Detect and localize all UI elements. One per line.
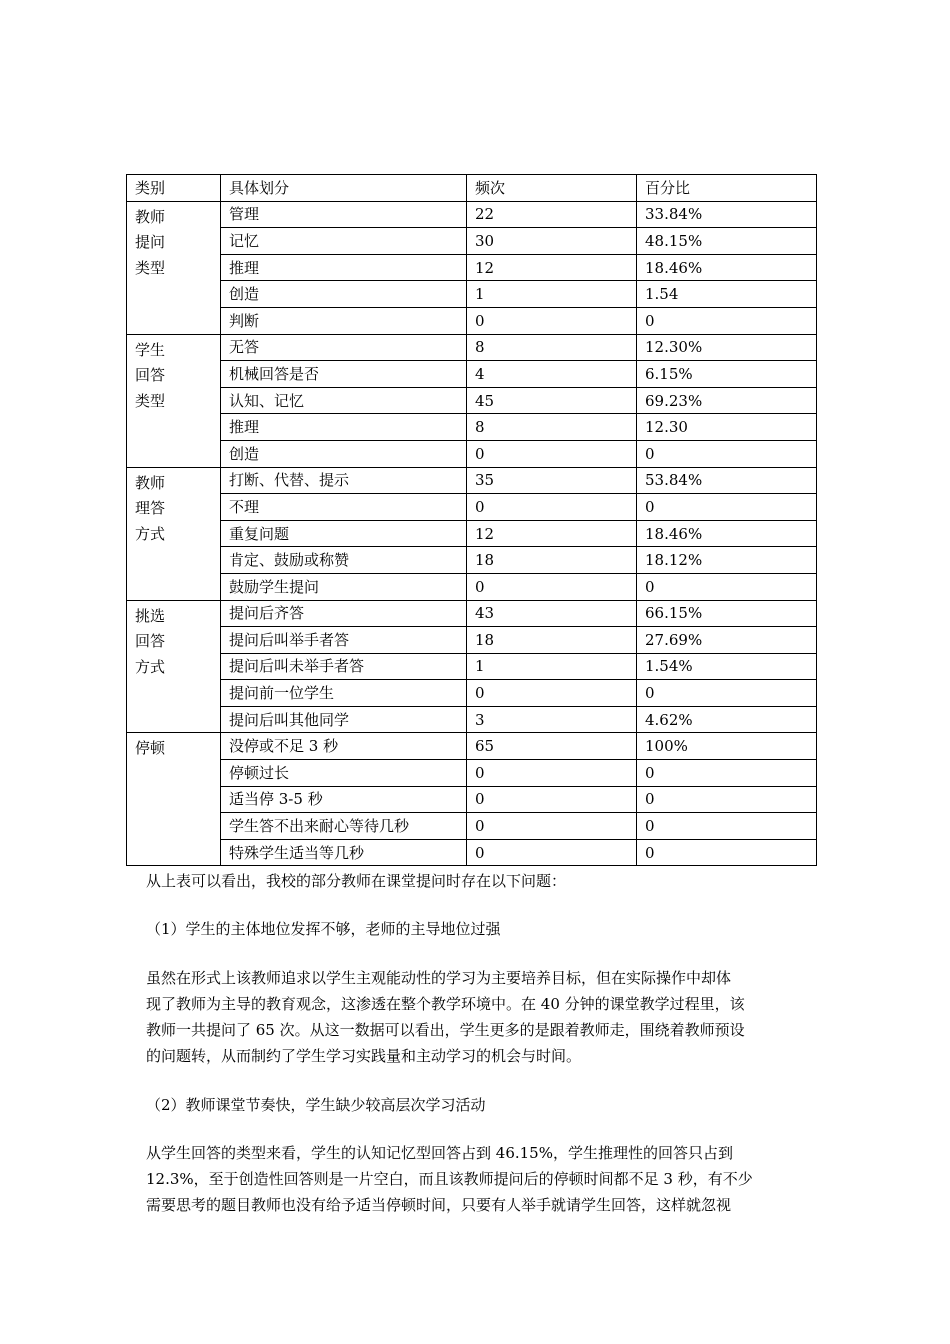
subdivision-cell: 特殊学生适当等几秒 [221, 839, 467, 866]
subdivision-cell: 推理 [221, 254, 467, 281]
frequency-cell: 22 [467, 201, 637, 228]
frequency-cell: 0 [467, 760, 637, 787]
header-subdivision: 具体划分 [221, 175, 467, 202]
category-label-line: 回答 [135, 366, 166, 385]
category-label-line: 教师 [135, 207, 166, 226]
subdivision-cell: 提问前一位学生 [221, 680, 467, 707]
table-row [127, 361, 817, 388]
percentage-cell: 12.30 [637, 414, 817, 441]
percentage-cell: 12.30% [637, 334, 817, 361]
frequency-cell: 35 [467, 467, 637, 494]
subdivision-cell: 提问后叫其他同学 [221, 706, 467, 733]
subdivision-cell: 提问后叫举手者答 [221, 627, 467, 654]
subdivision-cell: 提问后叫未举手者答 [221, 653, 467, 680]
percentage-cell: 53.84% [637, 467, 817, 494]
table-row [127, 228, 817, 255]
category-label-line: 学生 [135, 340, 166, 359]
percentage-cell: 1.54 [637, 281, 817, 308]
table-row [127, 706, 817, 733]
category-cell [127, 467, 221, 600]
subdivision-cell: 鼓励学生提问 [221, 573, 467, 600]
frequency-cell: 45 [467, 387, 637, 414]
table-row [127, 760, 817, 787]
percentage-cell: 18.46% [637, 254, 817, 281]
percentage-cell: 69.23% [637, 387, 817, 414]
frequency-cell: 18 [467, 627, 637, 654]
header-frequency: 频次 [467, 175, 637, 202]
paragraph-line: 需要思考的题目教师也没有给予适当停顿时间，只要有人举手就请学生回答，这样就忽视 [146, 1196, 732, 1214]
subdivision-cell: 机械回答是否 [221, 361, 467, 388]
percentage-cell: 100% [637, 733, 817, 760]
frequency-cell: 18 [467, 547, 637, 574]
percentage-cell: 0 [637, 760, 817, 787]
statistics-table [126, 174, 817, 866]
table-row [127, 813, 817, 840]
table-row [127, 387, 817, 414]
paragraph-line: 12.3%，至于创造性回答则是一片空白，而且该教师提问后的停顿时间都不足 3 秒，有不少 [146, 1170, 753, 1188]
percentage-cell: 18.46% [637, 520, 817, 547]
frequency-cell: 3 [467, 706, 637, 733]
table-row [127, 520, 817, 547]
table-body [127, 175, 817, 866]
frequency-cell: 0 [467, 786, 637, 813]
category-label-line: 提问 [135, 233, 166, 252]
category-label-line: 类型 [135, 258, 166, 277]
percentage-cell: 0 [637, 573, 817, 600]
percentage-cell: 0 [637, 494, 817, 521]
table-row [127, 839, 817, 866]
table-row [127, 254, 817, 281]
frequency-cell: 0 [467, 440, 637, 467]
percentage-cell: 0 [637, 680, 817, 707]
frequency-cell: 0 [467, 494, 637, 521]
table-row [127, 573, 817, 600]
table-row [127, 440, 817, 467]
category-label-line: 方式 [135, 524, 166, 543]
table-row [127, 494, 817, 521]
subdivision-cell: 无答 [221, 334, 467, 361]
frequency-cell: 0 [467, 307, 637, 334]
frequency-cell: 1 [467, 653, 637, 680]
intro-text: 从上表可以看出，我校的部分教师在课堂提问时存在以下问题： [146, 872, 567, 890]
frequency-cell: 0 [467, 680, 637, 707]
table-row [127, 281, 817, 308]
percentage-cell: 33.84% [637, 201, 817, 228]
percentage-cell: 0 [637, 839, 817, 866]
category-label-line: 方式 [135, 657, 166, 676]
category-cell [127, 733, 221, 866]
category-cell [127, 201, 221, 334]
subdivision-cell: 记忆 [221, 228, 467, 255]
subdivision-cell: 提问后齐答 [221, 600, 467, 627]
table-row [127, 786, 817, 813]
percentage-cell: 66.15% [637, 600, 817, 627]
frequency-cell: 30 [467, 228, 637, 255]
frequency-cell: 8 [467, 334, 637, 361]
frequency-cell: 4 [467, 361, 637, 388]
paragraph-1 [146, 965, 818, 1069]
table-row [127, 467, 817, 494]
table-header-row [127, 175, 817, 202]
section-heading-2: （2）教师课堂节奏快，学生缺少较高层次学习活动 [146, 1096, 486, 1114]
header-category: 类别 [127, 175, 221, 202]
table-row [127, 653, 817, 680]
subdivision-cell: 创造 [221, 281, 467, 308]
percentage-cell: 0 [637, 440, 817, 467]
header-percentage: 百分比 [637, 175, 817, 202]
frequency-cell: 0 [467, 573, 637, 600]
percentage-cell: 18.12% [637, 547, 817, 574]
subdivision-cell: 没停或不足 3 秒 [221, 733, 467, 760]
table-row [127, 600, 817, 627]
paragraph-line: 现了教师为主导的教育观念，这渗透在整个教学环境中。在 40 分钟的课堂教学过程里，该 [146, 995, 745, 1013]
category-label-line: 类型 [135, 391, 166, 410]
category-label-line: 停顿 [135, 739, 166, 758]
paragraph-2 [146, 1140, 818, 1218]
subdivision-cell: 管理 [221, 201, 467, 228]
frequency-cell: 43 [467, 600, 637, 627]
category-label-line: 回答 [135, 632, 166, 651]
percentage-cell: 48.15% [637, 228, 817, 255]
percentage-cell: 4.62% [637, 706, 817, 733]
category-label-line: 教师 [135, 473, 166, 492]
subdivision-cell: 停顿过长 [221, 760, 467, 787]
subdivision-cell: 认知、记忆 [221, 387, 467, 414]
frequency-cell: 1 [467, 281, 637, 308]
subdivision-cell: 不理 [221, 494, 467, 521]
percentage-cell: 0 [637, 813, 817, 840]
subdivision-cell: 判断 [221, 307, 467, 334]
subdivision-cell: 肯定、鼓励或称赞 [221, 547, 467, 574]
paragraph-line: 教师一共提问了 65 次。从这一数据可以看出，学生更多的是跟着教师走，围绕着教师预设 [146, 1021, 745, 1039]
section-heading-1: （1）学生的主体地位发挥不够，老师的主导地位过强 [146, 920, 501, 938]
category-cell [127, 600, 221, 733]
frequency-cell: 0 [467, 839, 637, 866]
table-row [127, 733, 817, 760]
table-row [127, 547, 817, 574]
percentage-cell: 6.15% [637, 361, 817, 388]
table-row [127, 680, 817, 707]
subdivision-cell: 创造 [221, 440, 467, 467]
table-row [127, 334, 817, 361]
subdivision-cell: 打断、代替、提示 [221, 467, 467, 494]
table-row [127, 201, 817, 228]
percentage-cell: 0 [637, 786, 817, 813]
category-label-line: 理答 [135, 499, 166, 518]
frequency-cell: 65 [467, 733, 637, 760]
subdivision-cell: 推理 [221, 414, 467, 441]
table-row [127, 307, 817, 334]
subdivision-cell: 适当停 3-5 秒 [221, 786, 467, 813]
frequency-cell: 12 [467, 254, 637, 281]
frequency-cell: 12 [467, 520, 637, 547]
category-cell [127, 334, 221, 467]
paragraph-line: 虽然在形式上该教师追求以学生主观能动性的学习为主要培养目标，但在实际操作中却体 [146, 969, 732, 987]
percentage-cell: 1.54% [637, 653, 817, 680]
percentage-cell: 0 [637, 307, 817, 334]
subdivision-cell: 学生答不出来耐心等待几秒 [221, 813, 467, 840]
table-row [127, 627, 817, 654]
frequency-cell: 0 [467, 813, 637, 840]
table-row [127, 414, 817, 441]
category-label-line: 挑选 [135, 606, 166, 625]
paragraph-line: 的问题转，从而制约了学生学习实践量和主动学习的机会与时间。 [146, 1047, 582, 1065]
paragraph-line: 从学生回答的类型来看，学生的认知记忆型回答占到 46.15%，学生推理性的回答只占到 [146, 1144, 733, 1162]
subdivision-cell: 重复问题 [221, 520, 467, 547]
frequency-cell: 8 [467, 414, 637, 441]
percentage-cell: 27.69% [637, 627, 817, 654]
